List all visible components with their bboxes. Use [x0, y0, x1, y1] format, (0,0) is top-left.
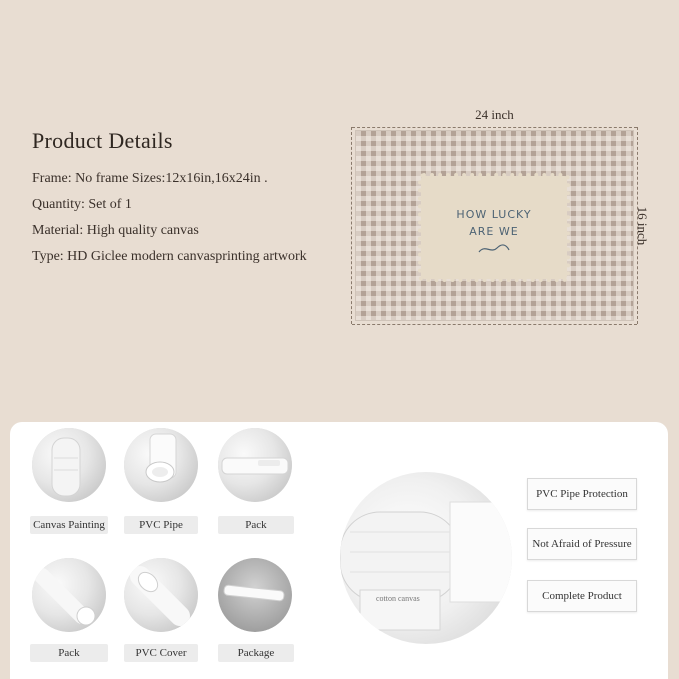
thumb-label-pvc-pipe: PVC Pipe	[124, 516, 198, 534]
thumb-label-pack-roll: Pack	[30, 644, 108, 662]
artwork-stamp	[421, 176, 567, 279]
dimension-line-left	[351, 127, 352, 324]
dimension-line-top	[352, 127, 637, 128]
pvc-cover-icon	[124, 558, 198, 632]
pipe-closeup-icon	[340, 472, 512, 644]
dimension-line-bottom	[352, 324, 637, 325]
artwork-text-line1: HOW LUCKY	[456, 208, 532, 221]
feature-complete-product: Complete Product	[527, 580, 637, 612]
closeup-label: cotton canvas	[376, 594, 420, 603]
thumb-label-package: Package	[218, 644, 294, 662]
quantity-spec: Quantity: Set of 1	[32, 197, 132, 212]
feature-pvc-pipe-protection: PVC Pipe Protection	[527, 478, 637, 510]
artwork-text-line2: ARE WE	[469, 225, 519, 238]
package-showcase-panel	[10, 422, 668, 679]
rolled-canvas-icon	[32, 428, 106, 502]
product-details-title: Product Details	[32, 128, 173, 153]
pvc-pipe-icon	[124, 428, 198, 502]
pack-tube-icon	[218, 428, 292, 502]
material-spec: Material: High quality canvas	[32, 223, 199, 238]
pvc-pipe-closeup-image	[340, 472, 512, 644]
thumb-label-canvas-painting: Canvas Painting	[30, 516, 108, 534]
thumb-label-pvc-cover: PVC Cover	[124, 644, 198, 662]
package-icon	[218, 558, 292, 632]
thumb-label-pack: Pack	[218, 516, 294, 534]
feature-not-afraid-of-pressure: Not Afraid of Pressure	[527, 528, 637, 560]
frame-spec: Frame: No frame Sizes:12x16in,16x24in .	[32, 171, 268, 186]
gingham-canvas-artwork	[356, 131, 633, 320]
product-details	[32, 128, 307, 276]
swirl-icon	[477, 242, 511, 256]
pack-roll-icon	[32, 558, 106, 632]
width-dimension: 24 inch	[475, 107, 514, 122]
type-spec: Type: HD Giclee modern canvasprinting artwork	[32, 249, 307, 264]
height-dimension: 16 inch	[635, 206, 650, 246]
